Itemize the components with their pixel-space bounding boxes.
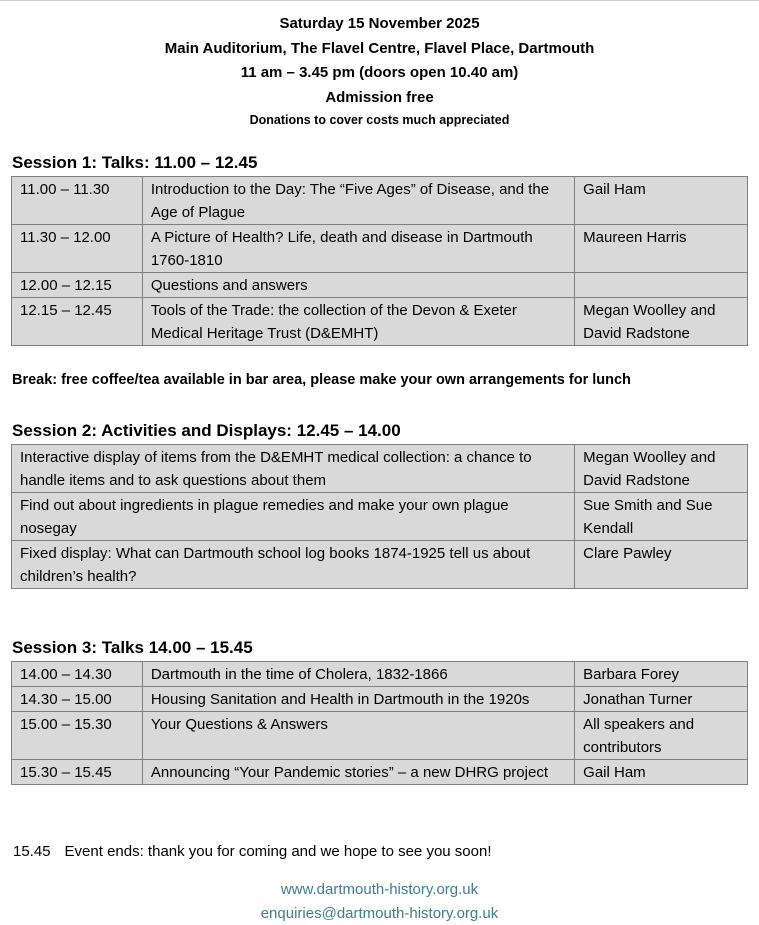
row-speaker: Jonathan Turner bbox=[575, 687, 748, 712]
row-speaker bbox=[575, 273, 748, 298]
row-time: 12.00 – 12.15 bbox=[12, 273, 143, 298]
table-row bbox=[12, 298, 748, 346]
session1-title: Session 1: Talks: 11.00 – 12.45 bbox=[12, 153, 258, 172]
table-row bbox=[12, 662, 748, 687]
session2-table bbox=[11, 444, 748, 589]
row-title: Introduction to the Day: The “Five Ages” of Disease, and the Age of Plague bbox=[142, 177, 574, 225]
table-row bbox=[12, 177, 748, 225]
session3-title: Session 3: Talks 14.00 – 15.45 bbox=[12, 638, 253, 657]
row-title: Announcing “Your Pandemic stories” – a new DHRG project bbox=[142, 760, 574, 785]
event-donations: Donations to cover costs much appreciated bbox=[249, 113, 510, 127]
row-time: 14.00 – 14.30 bbox=[12, 662, 143, 687]
row-time: 11.00 – 11.30 bbox=[12, 177, 143, 225]
event-venue: Main Auditorium, The Flavel Centre, Flavel Place, Dartmouth bbox=[164, 39, 595, 57]
row-title: Housing Sanitation and Health in Dartmouth in the 1920s bbox=[142, 687, 574, 712]
row-speaker: Megan Woolley and David Radstone bbox=[575, 298, 748, 346]
session1-table bbox=[11, 176, 748, 346]
event-header bbox=[0, 1, 759, 130]
table-row bbox=[12, 687, 748, 712]
row-speaker: All speakers and contributors bbox=[575, 712, 748, 760]
row-title: Find out about ingredients in plague remedies and make your own plague nosegay bbox=[12, 493, 575, 541]
row-speaker: Maureen Harris bbox=[575, 225, 748, 273]
session3-table bbox=[11, 661, 748, 785]
event-time: 11 am – 3.45 pm (doors open 10.40 am) bbox=[240, 64, 519, 81]
event-date: Saturday 15 November 2025 bbox=[279, 15, 480, 32]
table-row bbox=[12, 493, 748, 541]
row-time: 15.00 – 15.30 bbox=[12, 712, 143, 760]
event-end-note bbox=[13, 843, 506, 860]
row-speaker: Gail Ham bbox=[575, 760, 748, 785]
event-end-text: Event ends: thank you for coming and we hope to see you soon! bbox=[64, 843, 492, 860]
row-title: Your Questions & Answers bbox=[142, 712, 574, 760]
row-title: Tools of the Trade: the collection of the Devon & Exeter Medical Heritage Trust (D&EMHT) bbox=[142, 298, 574, 346]
row-title: A Picture of Health? Life, death and disease in Dartmouth 1760-1810 bbox=[142, 225, 574, 273]
row-speaker: Clare Pawley bbox=[575, 541, 748, 589]
row-speaker: Gail Ham bbox=[575, 177, 748, 225]
row-title: Dartmouth in the time of Cholera, 1832-1866 bbox=[142, 662, 574, 687]
row-speaker: Sue Smith and Sue Kendall bbox=[575, 493, 748, 541]
table-row bbox=[12, 712, 748, 760]
row-time: 14.30 – 15.00 bbox=[12, 687, 143, 712]
table-row bbox=[12, 225, 748, 273]
footer bbox=[0, 878, 759, 925]
row-time: 12.15 – 12.45 bbox=[12, 298, 143, 346]
session2-title: Session 2: Activities and Displays: 12.45 – 14.00 bbox=[12, 421, 401, 440]
website-link[interactable]: www.dartmouth-history.org.uk bbox=[280, 881, 479, 898]
row-time: 11.30 – 12.00 bbox=[12, 225, 143, 273]
row-title: Interactive display of items from the D&EMHT medical collection: a chance to handle items and to ask questions about them bbox=[12, 445, 575, 493]
email-link[interactable]: enquiries@dartmouth-history.org.uk bbox=[260, 905, 499, 922]
event-admission: Admission free bbox=[325, 88, 434, 106]
table-row bbox=[12, 760, 748, 785]
row-speaker: Barbara Forey bbox=[575, 662, 748, 687]
break-note: Break: free coffee/tea available in bar area, please make your own arrangements for lunch bbox=[12, 372, 631, 388]
row-speaker: Megan Woolley and David Radstone bbox=[575, 445, 748, 493]
row-title: Questions and answers bbox=[142, 273, 574, 298]
table-row bbox=[12, 445, 748, 493]
event-end-time: 15.45 bbox=[13, 843, 51, 860]
row-title: Fixed display: What can Dartmouth school log books 1874-1925 tell us about children’s health? bbox=[12, 541, 575, 589]
table-row bbox=[12, 273, 748, 298]
table-row bbox=[12, 541, 748, 589]
row-time: 15.30 – 15.45 bbox=[12, 760, 143, 785]
